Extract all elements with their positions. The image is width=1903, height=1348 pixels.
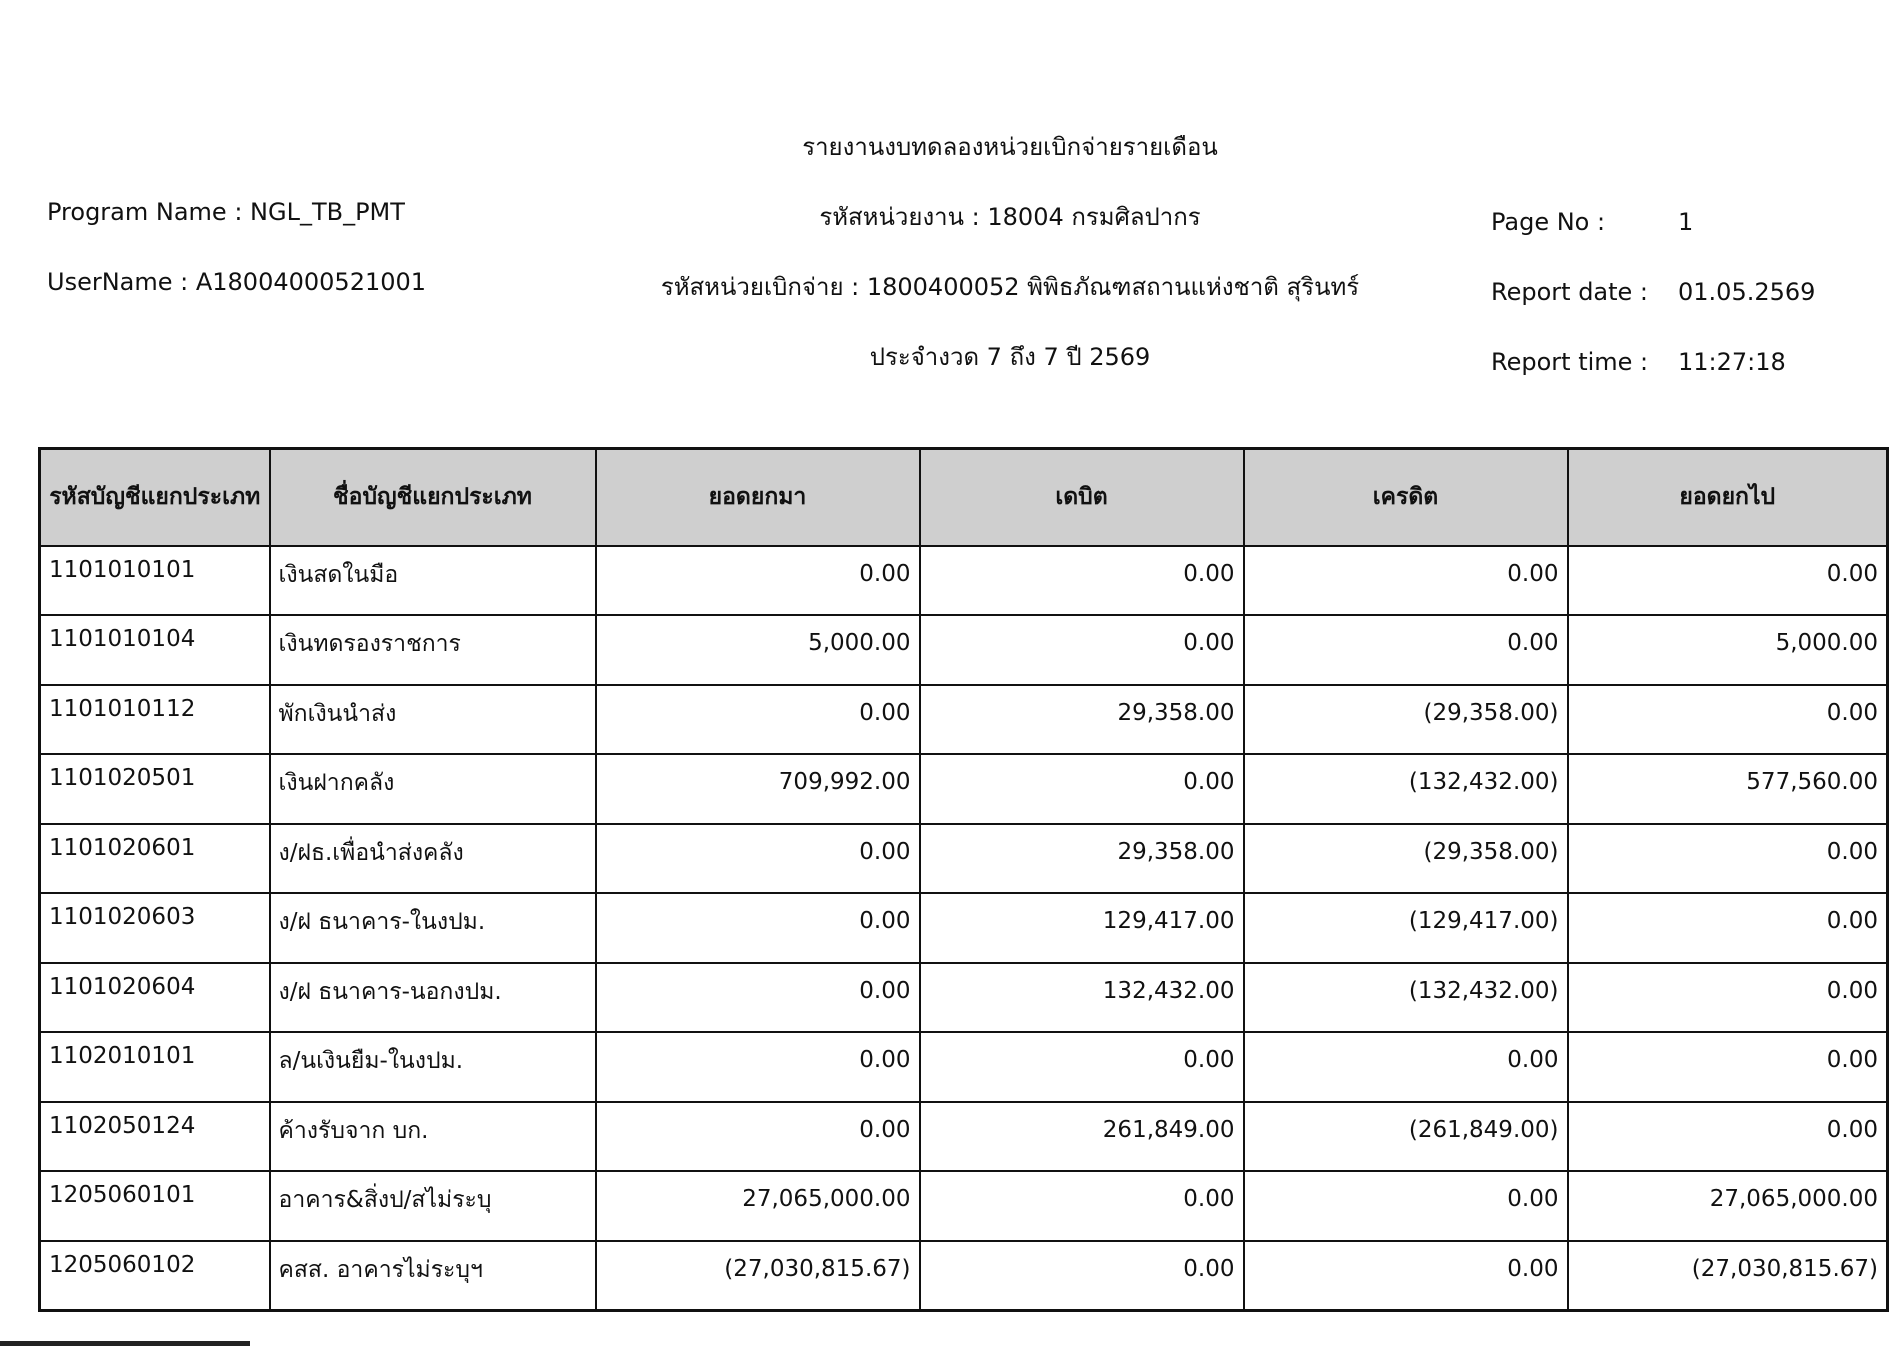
table-row — [40, 963, 1888, 1033]
account-name: ง/ฝ ธนาคาร-ในงปม. — [270, 893, 596, 963]
carried-out-amount: (27,030,815.67) — [1568, 1241, 1888, 1311]
account-code: 1205060102 — [40, 1241, 270, 1311]
table-row — [40, 1241, 1888, 1311]
carried-in-amount: 0.00 — [596, 963, 920, 1033]
user-name: UserName : A18004000521001 — [47, 268, 427, 296]
carried-out-amount: 5,000.00 — [1568, 615, 1888, 685]
account-code: 1101020603 — [40, 893, 270, 963]
debit-amount: 0.00 — [920, 754, 1244, 824]
report-date-value: 01.05.2569 — [1678, 278, 1816, 306]
debit-amount: 29,358.00 — [920, 824, 1244, 894]
credit-amount: 0.00 — [1244, 1241, 1568, 1311]
debit-amount: 0.00 — [920, 1171, 1244, 1241]
account-name: ง/ฝธ.เพื่อนำส่งคลัง — [270, 824, 596, 894]
debit-amount: 29,358.00 — [920, 685, 1244, 755]
account-name: คสส. อาคารไม่ระบุฯ — [270, 1241, 596, 1311]
report-time-label: Report time : — [1491, 348, 1649, 376]
carried-out-amount: 0.00 — [1568, 546, 1888, 616]
credit-amount: (132,432.00) — [1244, 963, 1568, 1033]
trial-balance-table — [38, 447, 1889, 1312]
account-code: 1101010101 — [40, 546, 270, 616]
carried-in-amount: 0.00 — [596, 685, 920, 755]
carried-in-amount: 0.00 — [596, 1032, 920, 1102]
credit-amount: 0.00 — [1244, 546, 1568, 616]
table-row — [40, 1171, 1888, 1241]
carried-in-amount: 0.00 — [596, 1102, 920, 1172]
agency-line: รหัสหน่วยงาน : 18004 กรมศิลปากร — [819, 203, 1201, 231]
carried-out-amount: 0.00 — [1568, 963, 1888, 1033]
carried-in-amount: 27,065,000.00 — [596, 1171, 920, 1241]
debit-amount: 0.00 — [920, 1032, 1244, 1102]
table-row — [40, 615, 1888, 685]
account-code: 1101020501 — [40, 754, 270, 824]
credit-amount: 0.00 — [1244, 1032, 1568, 1102]
carried-out-amount: 0.00 — [1568, 893, 1888, 963]
report-date-label: Report date : — [1491, 278, 1649, 306]
table-row — [40, 893, 1888, 963]
header-credit: เครดิต — [1244, 449, 1568, 546]
account-code: 1205060101 — [40, 1171, 270, 1241]
program-name: Program Name : NGL_TB_PMT — [47, 198, 405, 226]
debit-amount: 0.00 — [920, 1241, 1244, 1311]
table-row — [40, 685, 1888, 755]
table-row — [40, 824, 1888, 894]
table-row — [40, 1032, 1888, 1102]
account-name: เงินฝากคลัง — [270, 754, 596, 824]
credit-amount: (29,358.00) — [1244, 685, 1568, 755]
debit-amount: 132,432.00 — [920, 963, 1244, 1033]
carried-in-amount: 0.00 — [596, 824, 920, 894]
account-code: 1102010101 — [40, 1032, 270, 1102]
disbursing-unit-line: รหัสหน่วยเบิกจ่าย : 1800400052 พิพิธภัณฑสถานแห่งชาติ สุรินทร์ — [660, 273, 1360, 301]
page-edge-rule — [0, 1341, 250, 1346]
account-code: 1102050124 — [40, 1102, 270, 1172]
account-code: 1101010112 — [40, 685, 270, 755]
report-time-value: 11:27:18 — [1678, 348, 1786, 376]
page-no-label: Page No : — [1491, 208, 1606, 236]
carried-out-amount: 0.00 — [1568, 1102, 1888, 1172]
credit-amount: (261,849.00) — [1244, 1102, 1568, 1172]
credit-amount: 0.00 — [1244, 1171, 1568, 1241]
period-line: ประจำงวด 7 ถึง 7 ปี 2569 — [869, 343, 1151, 371]
carried-in-amount: 5,000.00 — [596, 615, 920, 685]
account-name: เงินทดรองราชการ — [270, 615, 596, 685]
header-account-code: รหัสบัญชีแยกประเภท — [40, 449, 270, 546]
debit-amount: 0.00 — [920, 615, 1244, 685]
table-row — [40, 754, 1888, 824]
carried-out-amount: 27,065,000.00 — [1568, 1171, 1888, 1241]
account-code: 1101010104 — [40, 615, 270, 685]
carried-out-amount: 0.00 — [1568, 824, 1888, 894]
debit-amount: 0.00 — [920, 546, 1244, 616]
carried-out-amount: 0.00 — [1568, 1032, 1888, 1102]
carried-out-amount: 0.00 — [1568, 685, 1888, 755]
page-no-value: 1 — [1678, 208, 1694, 236]
table-row — [40, 546, 1888, 616]
header-account-name: ชื่อบัญชีแยกประเภท — [270, 449, 596, 546]
debit-amount: 129,417.00 — [920, 893, 1244, 963]
credit-amount: (29,358.00) — [1244, 824, 1568, 894]
credit-amount: 0.00 — [1244, 615, 1568, 685]
table-row — [40, 1102, 1888, 1172]
account-name: พักเงินนำส่ง — [270, 685, 596, 755]
carried-in-amount: 0.00 — [596, 893, 920, 963]
account-code: 1101020604 — [40, 963, 270, 1033]
account-name: ง/ฝ ธนาคาร-นอกงปม. — [270, 963, 596, 1033]
account-name: อาคาร&สิ่งป/สไม่ระบุ — [270, 1171, 596, 1241]
carried-in-amount: 0.00 — [596, 546, 920, 616]
header-carried-in: ยอดยกมา — [596, 449, 920, 546]
account-name: ล/นเงินยืม-ในงปม. — [270, 1032, 596, 1102]
debit-amount: 261,849.00 — [920, 1102, 1244, 1172]
carried-out-amount: 577,560.00 — [1568, 754, 1888, 824]
account-name: ค้างรับจาก บก. — [270, 1102, 596, 1172]
header-carried-out: ยอดยกไป — [1568, 449, 1888, 546]
table-header-row — [40, 449, 1888, 546]
credit-amount: (129,417.00) — [1244, 893, 1568, 963]
account-name: เงินสดในมือ — [270, 546, 596, 616]
report-title: รายงานงบทดลองหน่วยเบิกจ่ายรายเดือน — [802, 133, 1218, 161]
carried-in-amount: 709,992.00 — [596, 754, 920, 824]
account-code: 1101020601 — [40, 824, 270, 894]
credit-amount: (132,432.00) — [1244, 754, 1568, 824]
header-debit: เดบิต — [920, 449, 1244, 546]
carried-in-amount: (27,030,815.67) — [596, 1241, 920, 1311]
